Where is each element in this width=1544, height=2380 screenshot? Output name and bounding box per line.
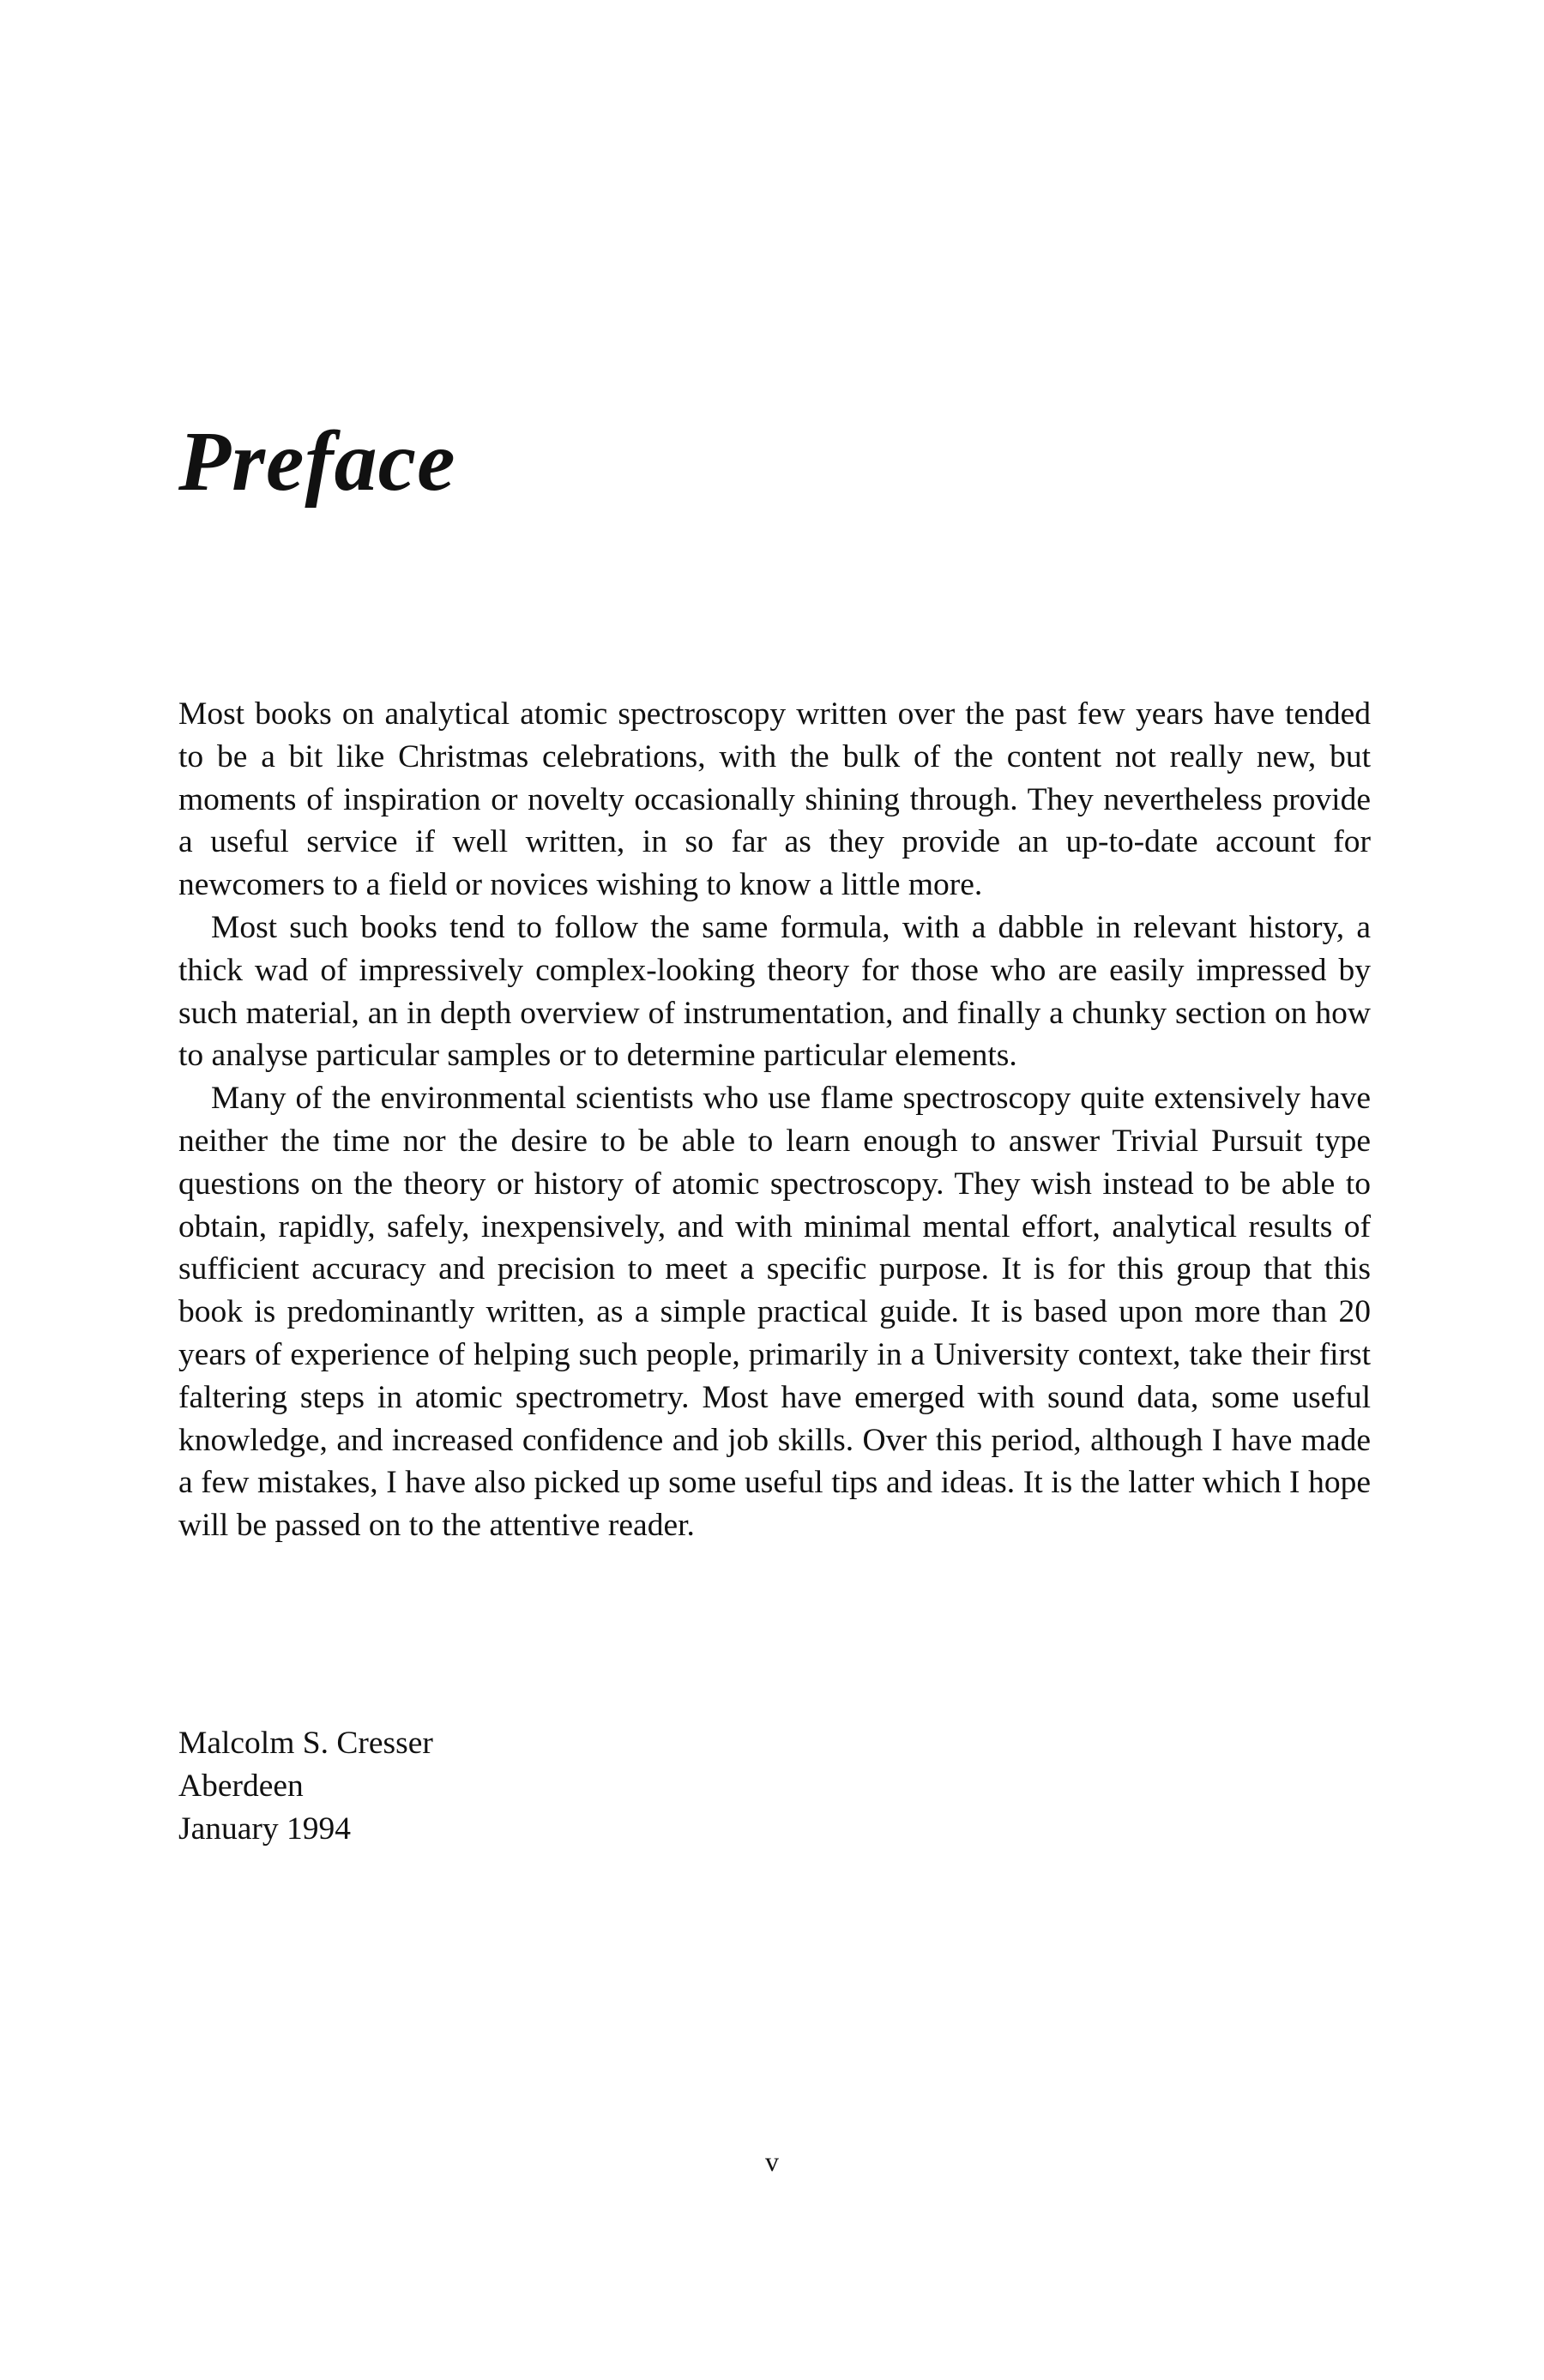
- paragraph-2: Most such books tend to follow the same formula, with a dabble in relevant history, a thick wad of impressively complex-looking theory for those who are easily impressed by such material, an in depth overview of instrumentation, and finally a chunky section on how to analyse particular samples or to determine particular elements.: [178, 909, 1371, 1074]
- author-place: Aberdeen: [178, 1768, 304, 1804]
- author-name: Malcolm S. Cresser: [178, 1726, 433, 1761]
- page-number: v: [765, 2146, 779, 2177]
- preface-body: [178, 693, 1371, 1547]
- page-title: Preface: [178, 413, 456, 509]
- signature-date: January 1994: [178, 1811, 351, 1847]
- signature-block: [178, 1722, 433, 1850]
- paragraph-1: Most books on analytical atomic spectroscopy written over the past few years have tended to be a bit like Christmas celebrations, with the bulk of the content not really new, but moments of inspiration or novelty occasionally shining through. They nevertheless provide a useful service if well written, in so far as they provide an up-to-date account for newcomers to a field or novices wishing to know a little more.: [178, 696, 1371, 903]
- paragraph-3: Many of the environmental scientists who use flame spectroscopy quite extensively have neither the time nor the desire to be able to learn enough to answer Trivial Pursuit type questions on the theory or history of atomic spectroscopy. They wish instead to be able to obtain, rapidly, safely, inexpensively, and with minimal mental effort, analytical results of sufficient accuracy and precision to meet a specific purpose. It is for this group that this book is predominantly written, as a simple practical guide. It is based upon more than 20 years of experience of helping such people, primarily in a University context, take their first faltering steps in atomic spectrometry. Most have emerged with sound data, some useful knowledge, and increased confidence and job skills. Over this period, although I have made a few mistakes, I have also picked up some useful tips and ideas. It is the latter which I hope will be passed on to the attentive reader.: [178, 1081, 1371, 1544]
